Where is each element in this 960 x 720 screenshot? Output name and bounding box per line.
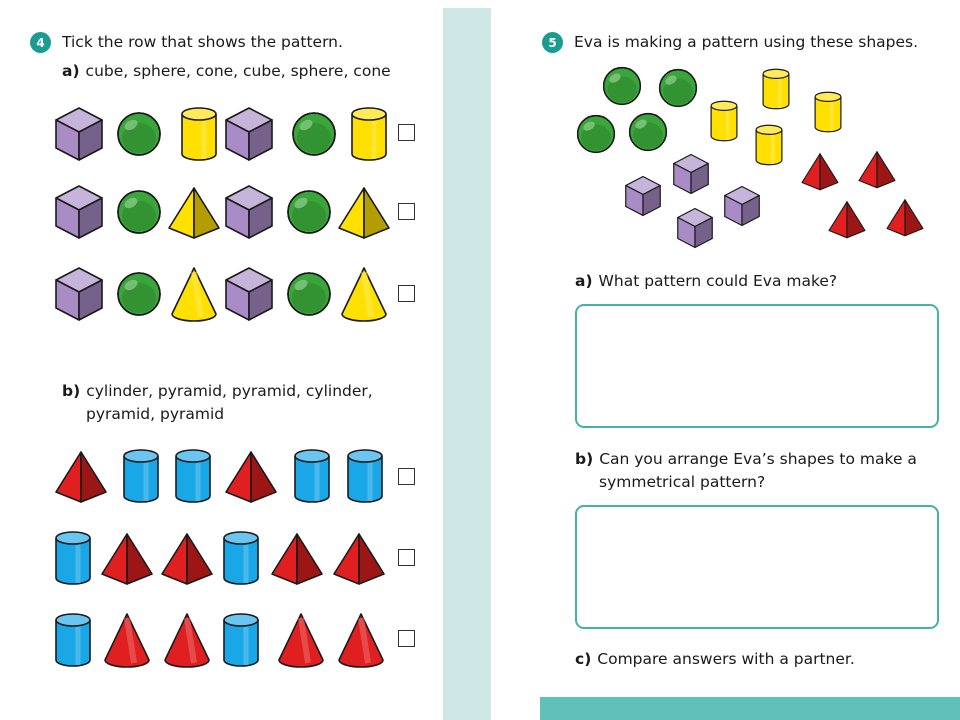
part-a-label: a) <box>575 272 593 290</box>
question-4b-text <box>62 380 373 403</box>
eva-pyramid <box>822 196 872 242</box>
sphere-shape <box>280 262 338 326</box>
eva-pyramid <box>852 146 902 192</box>
cube-shape <box>220 102 278 166</box>
question-5c-text <box>575 648 855 671</box>
pyramid-shape <box>330 526 388 590</box>
row-b3 <box>50 608 430 672</box>
row-b1 <box>50 444 430 508</box>
tick-box-b3[interactable] <box>398 630 415 647</box>
question-5-prompt: Eva is making a pattern using these shapes. <box>574 33 919 51</box>
answer-box-b[interactable] <box>575 505 939 629</box>
cylinder-shape <box>283 444 341 508</box>
part-b-line2: pyramid, pyramid <box>86 405 225 423</box>
eva-cylinder <box>747 120 791 170</box>
tick-box-a2[interactable] <box>398 203 415 220</box>
part-b-line1: cylinder, pyramid, pyramid, cylinder, <box>86 382 373 400</box>
sphere-shape <box>110 102 168 166</box>
eva-sphere <box>568 106 624 162</box>
row-a2 <box>50 180 430 244</box>
cube-shape <box>220 262 278 326</box>
part-a-label: a) <box>62 62 80 80</box>
cube-shape <box>50 180 108 244</box>
eva-cube <box>668 150 714 198</box>
pyramid-shape <box>158 526 216 590</box>
pyramid-shape <box>52 444 110 508</box>
question-5-number: 5 <box>542 32 563 53</box>
cylinder-shape <box>212 526 270 590</box>
question-5a-text <box>575 270 837 293</box>
cone-shape <box>98 608 156 672</box>
tick-box-b1[interactable] <box>398 468 415 485</box>
part-a-description: cube, sphere, cone, cube, sphere, cone <box>85 62 391 80</box>
pyramid-shape <box>268 526 326 590</box>
eva-cube <box>672 204 718 252</box>
part-b-question-line1: Can you arrange Eva’s shapes to make a <box>599 450 917 468</box>
cylinder-shape <box>212 608 270 672</box>
eva-cube <box>719 182 765 230</box>
part-b-label: b) <box>62 382 81 400</box>
footer-bar <box>540 697 960 720</box>
eva-cylinder <box>702 96 746 146</box>
eva-cube <box>620 172 666 220</box>
cone-shape <box>332 608 390 672</box>
cylinder-shape <box>44 608 102 672</box>
cylinder-shape <box>336 444 394 508</box>
question-4-number: 4 <box>30 32 51 53</box>
cube-shape <box>50 102 108 166</box>
page-gutter <box>443 8 491 720</box>
sphere-shape <box>110 180 168 244</box>
row-a1 <box>50 102 430 166</box>
part-c-instruction: Compare answers with a partner. <box>597 650 855 668</box>
sphere-shape <box>285 102 343 166</box>
pyramid-shape <box>98 526 156 590</box>
row-a3 <box>50 262 430 326</box>
cylinder-shape <box>44 526 102 590</box>
tick-box-b2[interactable] <box>398 549 415 566</box>
question-4a-text <box>62 60 391 83</box>
cube-shape <box>50 262 108 326</box>
tick-box-a3[interactable] <box>398 285 415 302</box>
question-5b-text <box>575 448 917 471</box>
cylinder-shape <box>112 444 170 508</box>
cylinder-shape <box>340 102 398 166</box>
pyramid-shape <box>222 444 280 508</box>
cylinder-shape <box>164 444 222 508</box>
part-b-question-line2: symmetrical pattern? <box>599 473 766 491</box>
eva-cylinder <box>754 64 798 114</box>
cone-shape <box>272 608 330 672</box>
part-a-question: What pattern could Eva make? <box>598 272 838 290</box>
part-b-label: b) <box>575 450 594 468</box>
answer-box-a[interactable] <box>575 304 939 428</box>
pyramid-shape <box>165 180 223 244</box>
cone-shape <box>335 262 393 326</box>
cube-shape <box>220 180 278 244</box>
row-b2 <box>50 526 430 590</box>
eva-cylinder <box>806 87 850 137</box>
eva-pyramid <box>795 148 845 194</box>
part-c-label: c) <box>575 650 592 668</box>
question-4-prompt: Tick the row that shows the pattern. <box>62 33 343 51</box>
pyramid-shape <box>335 180 393 244</box>
cone-shape <box>165 262 223 326</box>
cone-shape <box>158 608 216 672</box>
sphere-shape <box>280 180 338 244</box>
eva-pyramid <box>880 194 930 240</box>
tick-box-a1[interactable] <box>398 124 415 141</box>
sphere-shape <box>110 262 168 326</box>
